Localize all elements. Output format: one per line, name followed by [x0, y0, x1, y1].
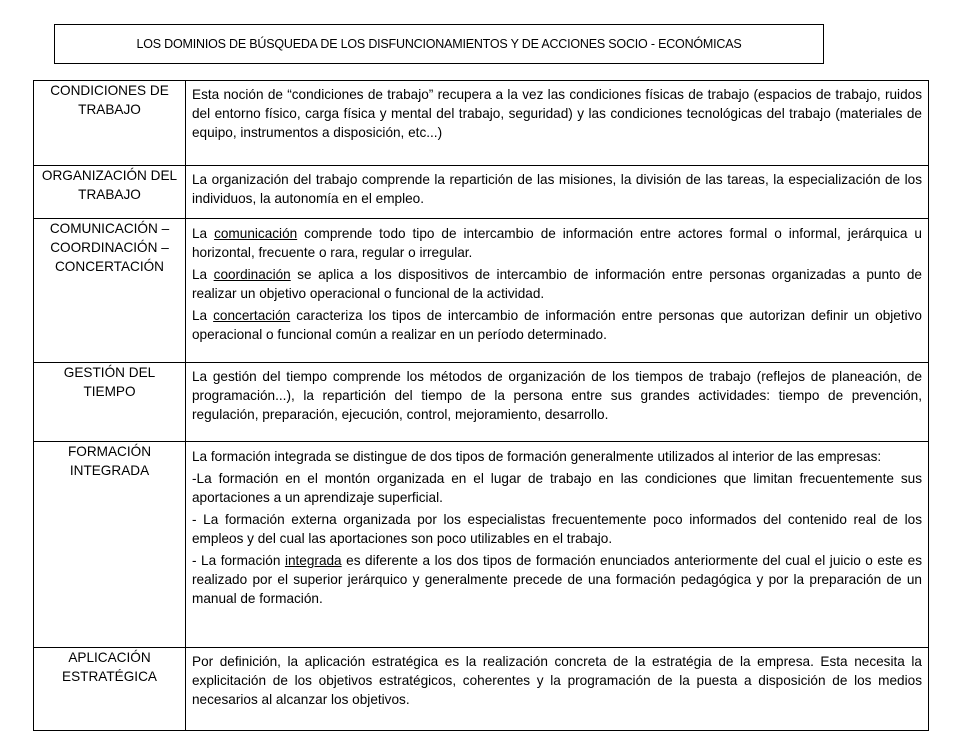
text: - La formación — [192, 553, 285, 568]
row-text-condiciones — [186, 81, 929, 166]
paragraph-concertacion — [192, 306, 922, 344]
paragraph-comunicacion — [192, 224, 922, 262]
table-row — [34, 648, 929, 731]
paragraph: La organización del trabajo comprende la repartición de las misiones, la división de las tareas, la especialización de los individuos, la autonomía en el empleo. — [192, 172, 922, 206]
paragraph: Esta noción de “condiciones de trabajo” recupera a la vez las condiciones físicas de trabajo (espacios de trabajo, ruidos del entorno físico, carga física y mental del trabajo, seguridad) y las condiciones tecnológicas del trabajo (materiales de equipo, instrumentos a disposición, etc...) — [192, 87, 922, 140]
row-text-formacion — [186, 442, 929, 648]
document-title: LOS DOMINIOS DE BÚSQUEDA DE LOS DISFUNCIONAMIENTOS Y DE ACCIONES SOCIO - ECONÓMICAS — [54, 24, 824, 64]
row-text-comunicacion — [186, 219, 929, 363]
paragraph-coordinacion — [192, 265, 922, 303]
table-row — [34, 81, 929, 166]
row-text-organizacion — [186, 166, 929, 219]
table-row — [34, 442, 929, 648]
term-integrada: integrada — [284, 553, 342, 568]
text: La — [192, 267, 214, 282]
text: es diferente a los dos tipos de formación enunciados anteriormente del cual el juicio o este es realizado por el superior jerárquico y generalmente precede de una formación pedagógica y por la preparación de un manual de formación. — [192, 553, 922, 606]
paragraph: La gestión del tiempo comprende los métodos de organización de los tiempos de trabajo (reflejos de planeación, de programación...), la repartición del tiempo de la persona entre sus grandes actividades: tiempo de prevención, regulación, preparación, ejecución, control, mejoramiento, desarrollo. — [192, 369, 922, 422]
paragraph-integrada — [192, 551, 922, 608]
row-label-tiempo: GESTIÓN DEL TIEMPO — [34, 363, 186, 442]
text: comprende todo tipo de intercambio de información entre actores formal o informal, jerárquica u horizontal, frecuente o rara, regular o irregular. — [192, 226, 922, 260]
row-label-organizacion: ORGANIZACIÓN DEL TRABAJO — [34, 166, 186, 219]
term-concertacion: concertación — [213, 308, 291, 323]
row-label-aplicacion: APLICACIÓN ESTRATÉGICA — [34, 648, 186, 731]
row-text-tiempo — [186, 363, 929, 442]
row-label-condiciones: CONDICIONES DE TRABAJO — [34, 81, 186, 166]
text: se aplica a los dispositivos de intercambio de información entre personas organizadas a punto de realizar un objetivo operacional o funcional de la actividad. — [192, 267, 922, 301]
term-coordinacion: coordinación — [213, 267, 291, 282]
table-row — [34, 219, 929, 363]
text: caracteriza los tipos de intercambio de información entre personas que autorizan definir un objetivo operacional o funcional común a realizar en un período determinado. — [192, 308, 922, 342]
text: La — [192, 308, 214, 323]
table-row — [34, 166, 929, 219]
row-label-comunicacion: COMUNICACIÓN – COORDINACIÓN – CONCERTACIÓN — [34, 219, 186, 363]
table-row — [34, 363, 929, 442]
paragraph: -La formación en el montón organizada en el lugar de trabajo en las condiciones que limitan frecuentemente sus aportaciones a un aprendizaje superficial. — [192, 471, 922, 505]
row-text-aplicacion — [186, 648, 929, 731]
domains-table — [33, 80, 929, 731]
paragraph: - La formación externa organizada por los especialistas frecuentemente poco informados del contenido real de los empleos y del cual las aportaciones son poco utilizables en el trabajo. — [192, 512, 922, 546]
row-label-formacion: FORMACIÓN INTEGRADA — [34, 442, 186, 648]
text: La — [192, 226, 215, 241]
paragraph: La formación integrada se distingue de dos tipos de formación generalmente utilizados al interior de las empresas: — [192, 449, 882, 464]
paragraph: Por definición, la aplicación estratégica es la realización concreta de la estratégia de la empresa. Esta necesita la explicitación de los objetivos estratégicos, coherentes y la programación de la puesta a disposición de los medios necesarios al alcanzar los objetivos. — [192, 654, 922, 707]
term-comunicacion: comunicación — [214, 226, 298, 241]
